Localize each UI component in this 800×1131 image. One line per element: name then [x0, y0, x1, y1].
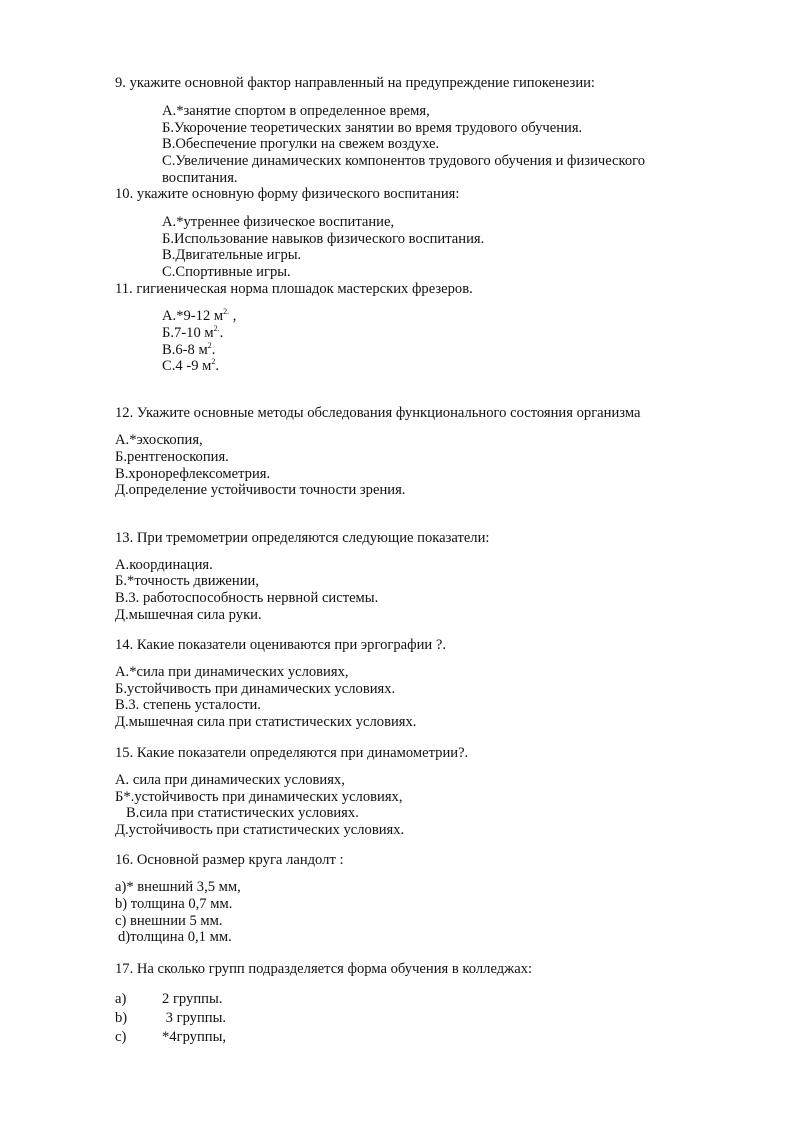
question-12: 12. Укажите основные методы обследования функционального состояния организма [115, 405, 641, 421]
answer-option: c) внешнии 5 мм. [115, 913, 223, 929]
answer-option: В.6-8 $м^2$. [162, 341, 216, 358]
question-16: 16. Основной размер круга ландолт : [115, 852, 344, 868]
question-9: 9. укажите основной фактор направленный на предупреждение гипокенезии: [115, 75, 595, 91]
answer-option: воспитания. [162, 170, 238, 186]
answer-option: Б.*точность движении, [115, 573, 259, 589]
question-10: 10. укажите основную форму физического воспитания: [115, 186, 460, 202]
option-label: c) [115, 1029, 127, 1045]
answer-option: Д.устойчивость при статистических условиях. [115, 822, 405, 838]
question-14: 14. Какие показатели оцениваются при эргографии ?. [115, 637, 446, 653]
answer-option: А.*9-12 $м^{2.}$ , [162, 307, 237, 324]
answer-option: b) толщина 0,7 мм. [115, 896, 233, 912]
answer-option: a) 2 группы. [115, 991, 223, 1007]
answer-option: В.Двигательные игры. [162, 247, 302, 263]
answer-option: В.3. работоспособность нервной системы. [115, 590, 379, 606]
question-13: 13. При тремометрии определяются следующие показатели: [115, 530, 490, 546]
answer-option: В.3. степень усталости. [115, 697, 261, 713]
answer-option: А.*эхоскопия, [115, 432, 203, 448]
answer-option: А.координация. [115, 557, 213, 573]
answer-option: d)толщина 0,1 мм. [118, 929, 232, 945]
answer-option: С.Спортивные игры. [162, 264, 291, 280]
answer-option: Б.Использование навыков физического воспитания. [162, 231, 485, 247]
answer-option: Б.рентгеноскопия. [115, 449, 229, 465]
answer-option: В.хронорефлексометрия. [115, 466, 271, 482]
answer-option: А.*занятие спортом в определенное время, [162, 103, 430, 119]
answer-option: a)* внешний 3,5 мм, [115, 879, 241, 895]
answer-option: c) *4группы, [115, 1029, 227, 1045]
answer-option: А. сила при динамических условиях, [115, 772, 345, 788]
option-label: b) [115, 1010, 128, 1026]
question-15: 15. Какие показатели определяются при динамометрии?. [115, 745, 469, 761]
answer-option: Д.мышечная сила при статистических условиях. [115, 714, 417, 730]
question-11: 11. гигиеническая норма плошадок мастерских фрезеров. [115, 281, 473, 297]
answer-option: А.*утреннее физическое воспитание, [162, 214, 395, 230]
question-17: 17. На сколько групп подразделяется форма обучения в колледжах: [115, 961, 533, 977]
answer-option: Б.устойчивость при динамических условиях. [115, 681, 396, 697]
answer-option: В.сила при статистических условиях. [126, 805, 359, 821]
answer-option: Б.Укорочение теоретических занятии во время трудового обучения. [162, 120, 583, 136]
answer-option: Б*.устойчивость при динамических условиях, [115, 789, 403, 805]
answer-option: С.Увеличение динамических компонентов трудового обучения и физического [162, 153, 646, 169]
answer-option: b) 3 группы. [115, 1010, 227, 1026]
answer-option: А.*сила при динамических условиях, [115, 664, 349, 680]
answer-option: Д.мышечная сила руки. [115, 607, 262, 623]
answer-option: Б.7-10 $м^{2.}$. [162, 324, 224, 341]
answer-option: В.Обеспечение прогулки на свежем воздухе. [162, 136, 440, 152]
answer-option: С.4 -9 $м^2$. [162, 357, 220, 374]
option-label: a) [115, 991, 127, 1007]
answer-option: Д.определение устойчивости точности зрения. [115, 482, 406, 498]
